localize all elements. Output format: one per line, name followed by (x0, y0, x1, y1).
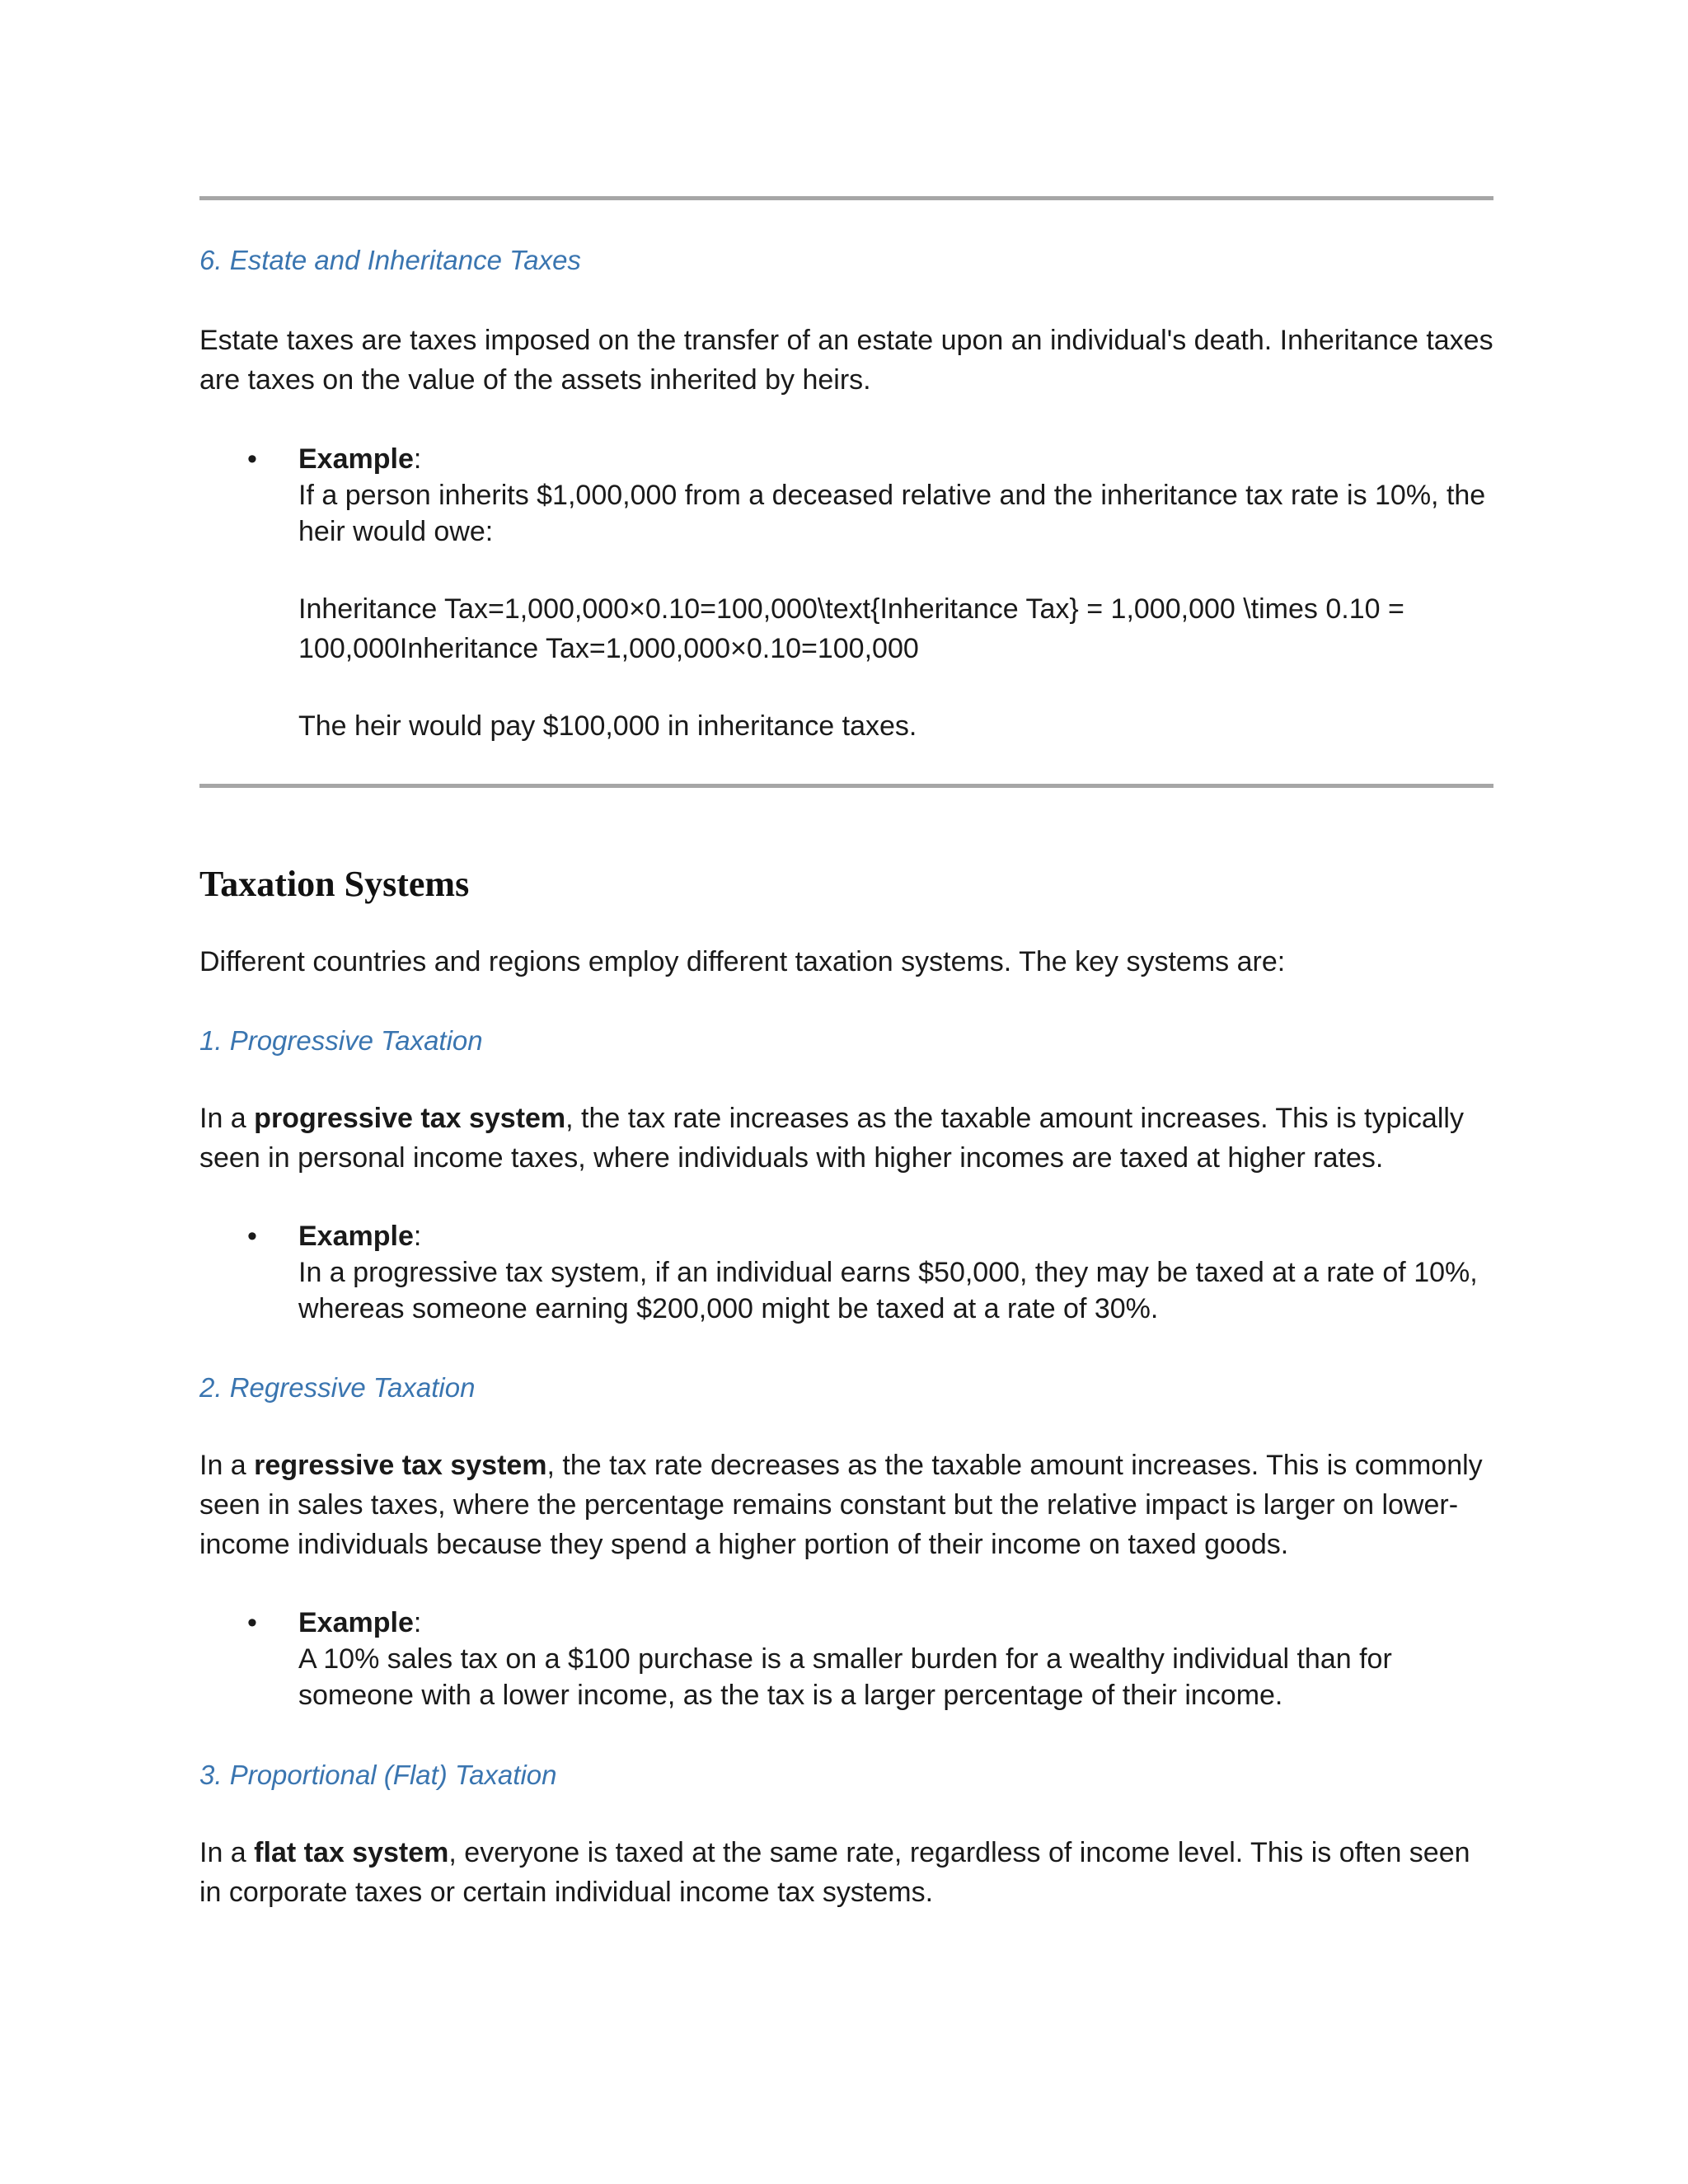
section-heading-progressive: 1. Progressive Taxation (199, 1025, 483, 1056)
proportional-lead: In a (199, 1837, 255, 1868)
estate-example (298, 441, 1493, 744)
estate-result: The heir would pay $100,000 in inheritance taxes. (298, 710, 917, 742)
horizontal-rule (199, 784, 1493, 788)
bullet-point: • (247, 1607, 257, 1638)
horizontal-rule (199, 196, 1493, 200)
regressive-body: , the tax rate decreases as the taxable amount increases. This is commonly seen in sales taxes, where the percentage remains constant but the relative impact is larger on lower-income individuals because they spend a higher portion of their income on taxed goods. (199, 1450, 1483, 1560)
bullet-point: • (247, 443, 257, 475)
proportional-body: , everyone is taxed at the same rate, regardless of income level. This is often seen in corporate taxes or certain individual income tax systems. (199, 1837, 1470, 1908)
section-heading-proportional: 3. Proportional (Flat) Taxation (199, 1760, 557, 1790)
example-label: Example (298, 1607, 414, 1638)
regressive-example-text: A 10% sales tax on a $100 purchase is a smaller burden for a wealthy individual than for someone with a lower income, as the tax is a larger percentage of their income. (298, 1643, 1392, 1711)
proportional-term: flat tax system (254, 1837, 449, 1868)
example-label: Example (298, 1221, 414, 1252)
section-heading-regressive: 2. Regressive Taxation (199, 1372, 476, 1403)
example-label: Example (298, 443, 414, 475)
regressive-term: regressive tax system (254, 1450, 547, 1481)
taxation-systems-title: Taxation Systems (199, 864, 470, 904)
progressive-example-text: In a progressive tax system, if an individual earns $50,000, they may be taxed at a rate of 10%, whereas someone earning $200,000 might be taxed at a rate of 30%. (298, 1257, 1478, 1324)
document-page (199, 0, 1493, 2184)
taxation-systems-intro: Different countries and regions employ different taxation systems. The key systems are: (199, 946, 1286, 977)
progressive-body: , the tax rate increases as the taxable amount increases. This is typically seen in personal income taxes, where individuals with higher incomes are taxed at higher rates. (199, 1103, 1464, 1174)
regressive-paragraph (199, 1446, 1493, 1564)
proportional-paragraph (199, 1833, 1493, 1912)
example-label-line (298, 1218, 1493, 1254)
bullet-point: • (247, 1221, 257, 1252)
estate-formula: Inheritance Tax=1,000,000×0.10=100,000\text{Inheritance Tax} = 1,000,000 \times 0.10 = 100,000Inheritance Tax=1,000,000×0.10=100,000 (298, 593, 1404, 664)
estate-example-text: If a person inherits $1,000,000 from a deceased relative and the inheritance tax rate is 10%, the heir would owe: (298, 480, 1486, 547)
progressive-paragraph (199, 1099, 1493, 1178)
progressive-example (298, 1218, 1493, 1327)
example-colon: : (413, 1607, 422, 1638)
example-label-line (298, 441, 1493, 477)
example-colon: : (413, 443, 422, 475)
example-colon: : (413, 1221, 422, 1252)
regressive-example (298, 1605, 1493, 1713)
progressive-lead: In a (199, 1103, 255, 1134)
estate-intro-paragraph: Estate taxes are taxes imposed on the transfer of an estate upon an individual's death. Inheritance taxes are taxes on the value of the assets inherited by heirs. (199, 325, 1493, 396)
example-label-line (298, 1605, 1493, 1641)
regressive-lead: In a (199, 1450, 255, 1481)
section-heading-estate: 6. Estate and Inheritance Taxes (199, 245, 581, 275)
progressive-term: progressive tax system (254, 1103, 566, 1134)
